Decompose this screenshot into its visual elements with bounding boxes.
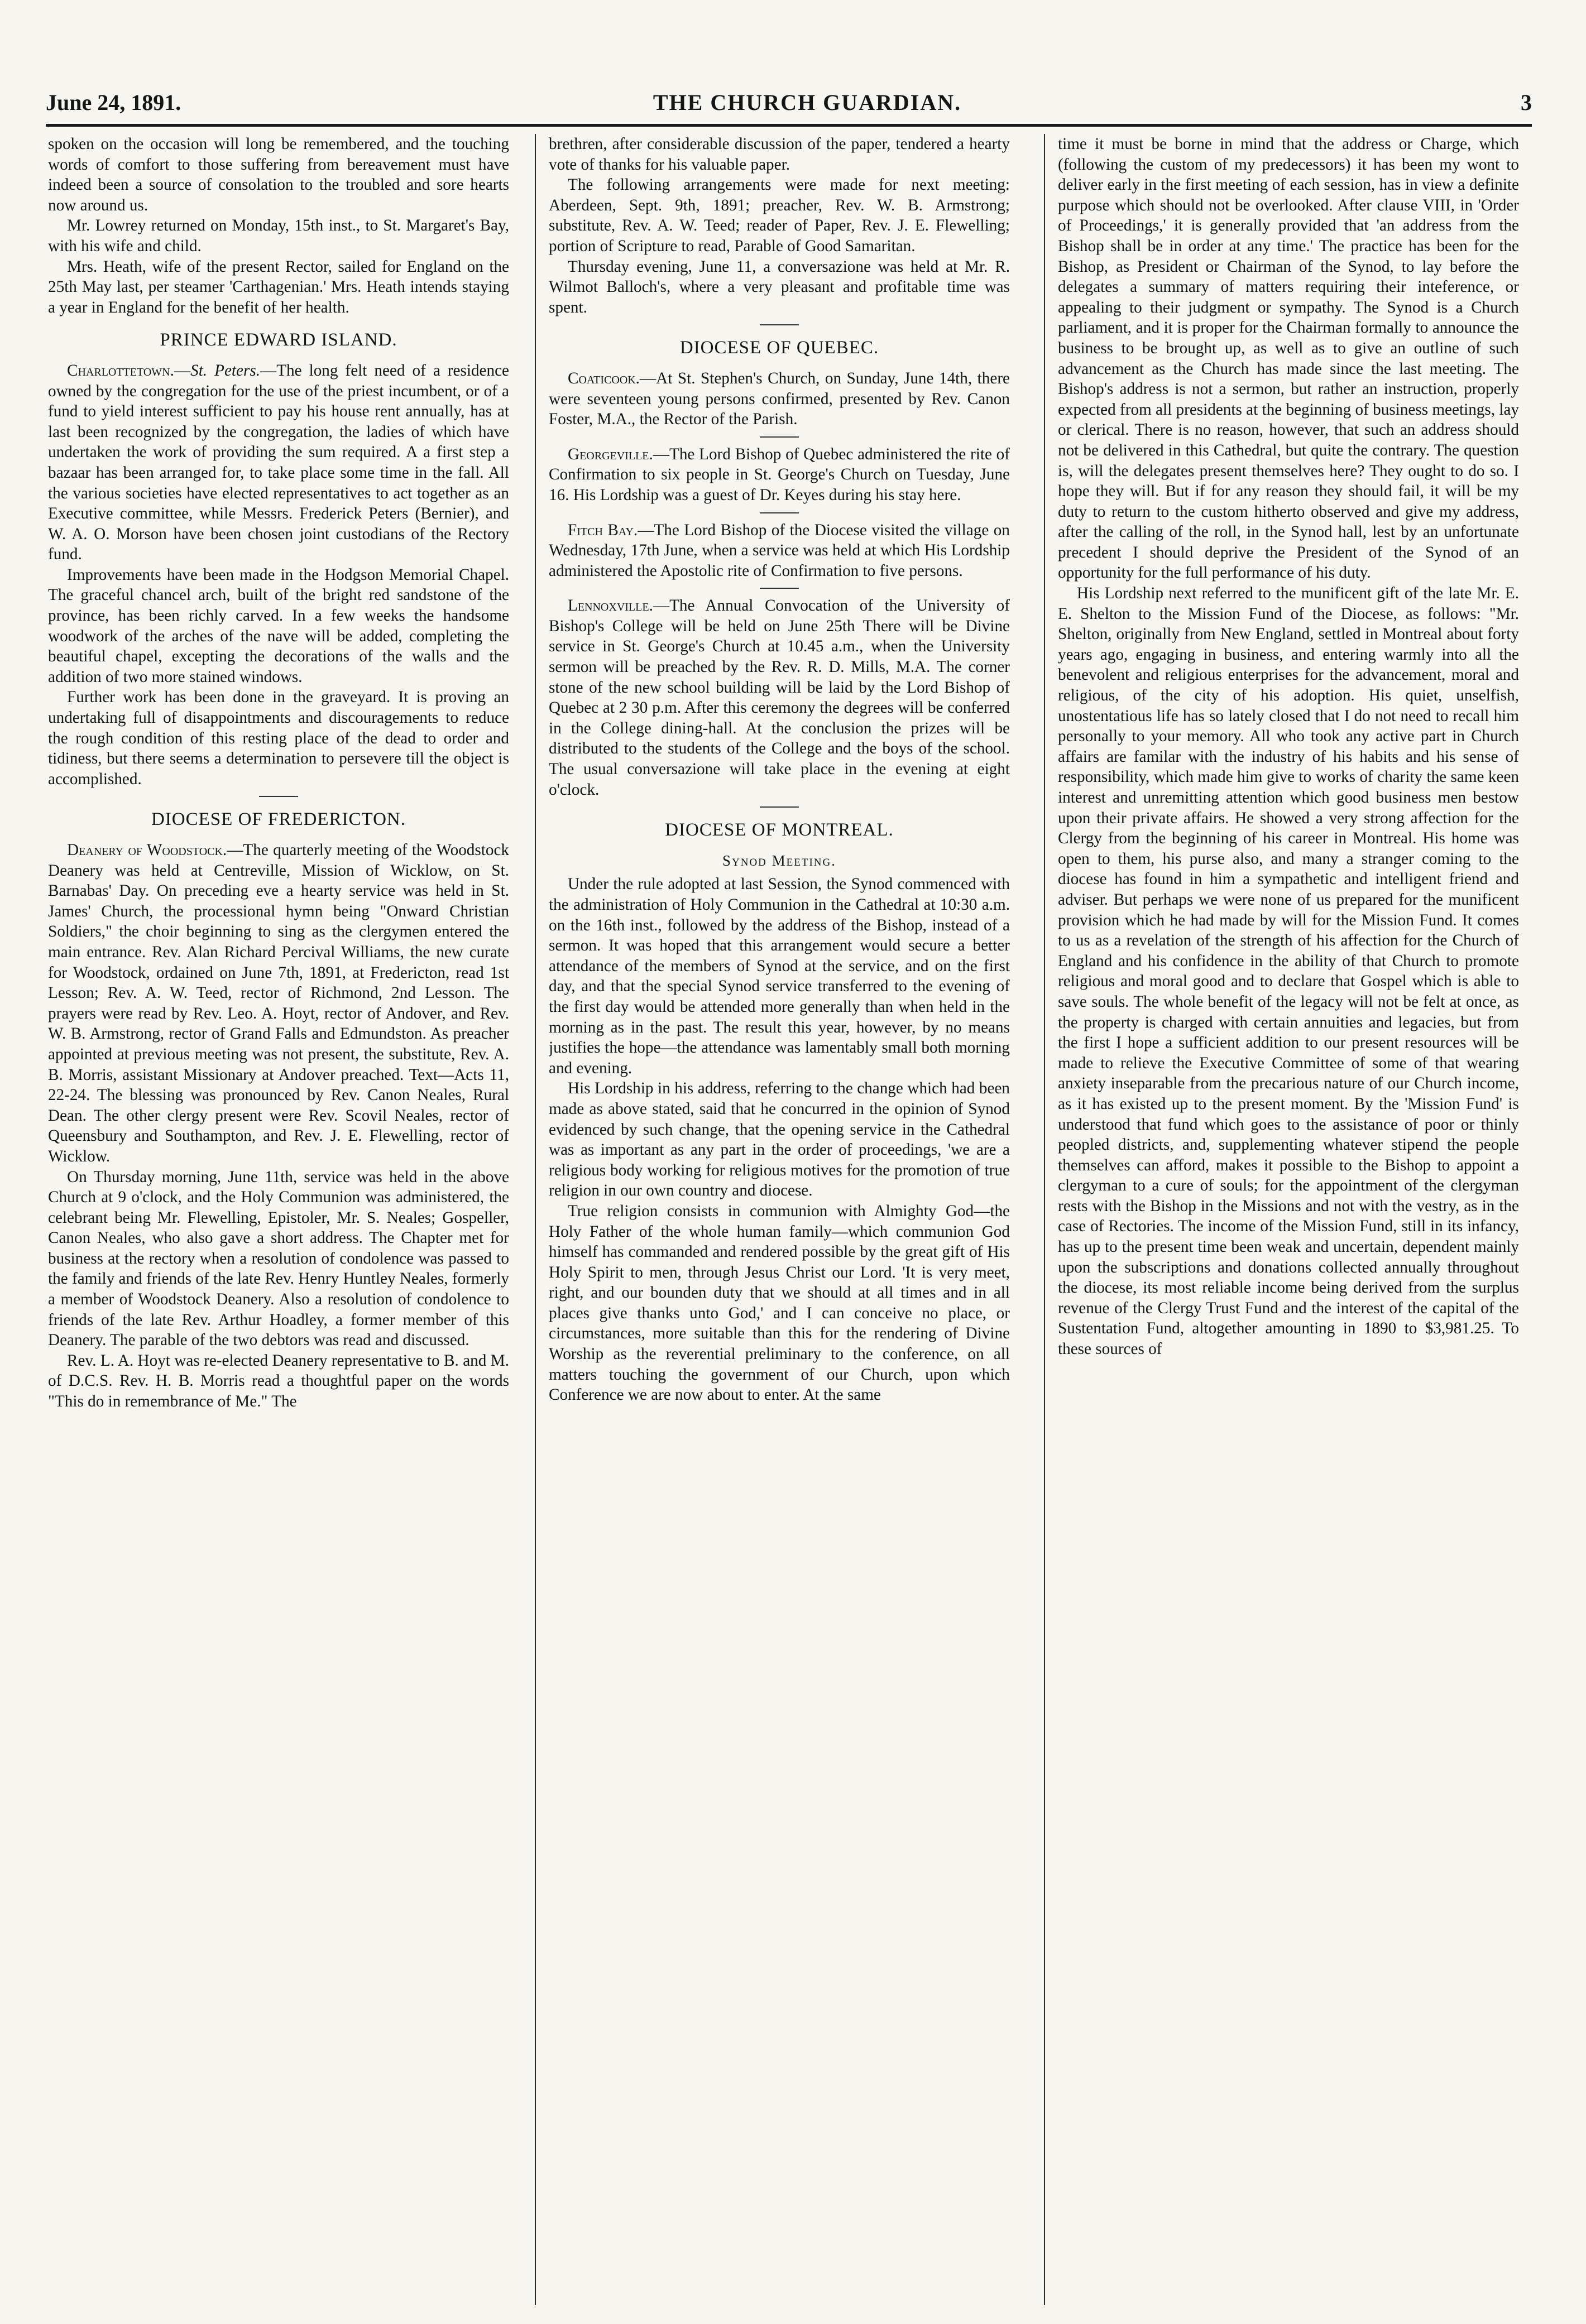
parish-lead: St. Peters.	[190, 361, 260, 380]
paragraph: spoken on the occasion will long be remembered, and the touching words of comfort to those suffering from bereavement must have indeed been a source of consolation to the troubled and sore hearts now around us.	[48, 135, 509, 214]
paragraph: Rev. L. A. Hoyt was re-elected Deanery representative to B. and M. of D.C.S. Rev. H. B. Morris read a thoughtful paper on the words "This do in remembrance of Me." The	[48, 1351, 509, 1411]
place-lead: Coaticook.	[568, 369, 640, 387]
page-number: 3	[1521, 90, 1532, 115]
paragraph: True religion consists in communion with Almighty God—the Holy Father of the whole human family—which communion God himself has commanded and rendered possible by the great gift of His Holy Spirit to men, through Jesus Christ our Lord. 'It is very meet, right, and our bounden duty that we should at all times and in all places give thanks unto God,' and I can conceive no place, or circumstances, more suitable than this for the rendering of Divine Worship as the reverential preliminary to the conference, on all matters touching the government of our Church, upon which Conference we are now about to enter. At the same	[549, 1202, 1010, 1404]
section-heading-pei: PRINCE EDWARD ISLAND.	[160, 330, 397, 350]
divider	[760, 436, 799, 438]
subheading-synod-meeting: Synod Meeting.	[722, 852, 836, 869]
paragraph: On Thursday morning, June 11th, service was held in the above Church at 9 o'clock, and the Holy Communion was administered, the celebrant being Mr. Flewelling, Epistoler, Mr. S. Neales; Gospeller, Canon Neales, who also gave a short address. The Chapter met for business at the rectory when a resolution of condolence was passed to the family and friends of the late Rev. Henry Huntley Neales, formerly a member of Woodstock Deanery. Also a resolution of condolence to friends of the late Rev. Arthur Hoadley, a former member of this Deanery. The parable of the two debtors was read and discussed.	[48, 1168, 509, 1350]
column-divider	[535, 134, 536, 2305]
divider	[760, 512, 799, 513]
paragraph-body: —At St. Stephen's Church, on Sunday, June 14th, there were seventeen young persons confirmed, presented by Rev. Canon Foster, M.A., the Rector of the Parish.	[549, 369, 1010, 429]
masthead-rule	[46, 124, 1532, 127]
paragraph: Further work has been done in the graveyard. It is proving an undertaking full of disappointments and discouragements to reduce the rough condition of this resting place of the dead to order and tidiness, but there seems a determination to persevere till the object is accomplished.	[48, 688, 509, 788]
paragraph: Mr. Lowrey returned on Monday, 15th inst., to St. Margaret's Bay, with his wife and child.	[48, 217, 509, 255]
paragraph-body: —The long felt need of a residence owned by the congregation for the use of the priest incumbent, or of a fund to yield interest sufficient to pay his house rent annually, has at last been recognized by the congregation, the ladies of which have undertaken the work of providing the sum required. A a first step a bazaar has been arranged for, to take place some time in the fall. All the various societies have elected representatives to act together as an Executive committee, while Messrs. Frederick Peters (Bernier), and W. A. O. Morson have been chosen joint custodians of the Rectory fund.	[48, 361, 509, 564]
paragraph	[549, 368, 1010, 430]
column-divider	[1044, 134, 1045, 2305]
paragraph	[549, 596, 1010, 800]
column-3	[1058, 134, 1519, 2305]
column-1	[48, 134, 509, 2305]
place-lead: Lennoxville.	[568, 597, 653, 615]
section-heading-fredericton: DIOCESE OF FREDERICTON.	[151, 809, 406, 830]
paragraph-body: —The Lord Bishop of the Diocese visited the village on Wednesday, 17th June, when a service was held at which His Lordship administered the Apostolic rite of Confirmation to five persons.	[549, 521, 1010, 580]
divider	[760, 806, 799, 808]
paragraph: time it must be borne in mind that the address or Charge, which (following the custom of my predecessors) it has been my wont to deliver early in the first meeting of each session, has in view a definite purpose which should not be overlooked. After clause VIII, in 'Order of Proceedings,' it is generally provided that 'an address from the Bishop shall be in order at any time.' The practice has been for the Bishop, as President or Chairman of the Synod, to lay before the delegates a summary of matters requiring their inteference, or appealing to their judgment or sympathy. The Synod is a Church parliament, and it is proper for the Chairman formally to announce the business to be brought up, as well as to give an outline of such advancement as the Church has made since the last meeting. The Bishop's address is not a sermon, but rather an instruction, properly expected from all presidents at the beginning of business meetings, lay or clerical. There is no reason, however, that such an address should not be delivered in this Cathedral, but quite the contrary. The question is, will the delegates present themselves here? They ought to do so. I hope they will. But if for any reason they should fail, it will be my duty to return to the custom hitherto observed and give my address, after the calling of the roll, in the Synod hall, lest by an unfortunate precedent I should deprive the President of the Synod of an opportunity for the full performance of his duty.	[1058, 135, 1519, 582]
paragraph	[48, 840, 509, 1167]
paragraph: Improvements have been made in the Hodgson Memorial Chapel. The graceful chancel arch, built of the bright red sandstone of the province, has been richly carved. In a few weeks the handsome woodwork of the arches of the nave will be added, completing the beautiful chapel, excepting the decorations of the walls and the addition of two more stained windows.	[48, 565, 509, 686]
place-lead: Georgeville.	[568, 445, 653, 463]
paragraph-body: —The Lord Bishop of Quebec administered the rite of Confirmation to six people in St. George's Church on Tuesday, June 16. His Lordship was a guest of Dr. Keyes during his stay here.	[549, 445, 1010, 504]
place-lead: Deanery of Woodstock.	[67, 841, 227, 859]
paragraph	[549, 520, 1010, 582]
issue-date: June 24, 1891.	[46, 90, 181, 115]
masthead	[46, 89, 1532, 128]
newspaper-title: THE CHURCH GUARDIAN.	[653, 90, 962, 115]
paragraph: Thursday evening, June 11, a conversazione was held at Mr. R. Wilmot Balloch's, where a very pleasant and profitable time was spent.	[549, 257, 1010, 316]
divider	[760, 588, 799, 589]
paragraph: His Lordship in his address, referring to the change which had been made as above stated, said that he concurred in the opinion of Synod evidenced by such change, that the opening service in the Cathedral was as important as any part in the order of proceedings, 'we are a religious body working for religious motives for the promotion of true religion in our own country and diocese.	[549, 1079, 1010, 1200]
paragraph	[549, 444, 1010, 506]
paragraph: The following arrangements were made for next meeting: Aberdeen, Sept. 9th, 1891; preacher, Rev. W. B. Armstrong; substitute, Rev. A. W. Teed; reader of Paper, Rev. J. E. Flewelling; portion of Scripture to read, Parable of Good Samaritan.	[549, 176, 1010, 255]
column-2	[549, 134, 1010, 2305]
paragraph: Under the rule adopted at last Session, the Synod commenced with the administration of Holy Communion in the Cathedral at 10:30 a.m. on the 16th inst., followed by the address of the Bishop, instead of a sermon. It was hoped that this arrangement would secure a better attendance of the members of Synod at the service, and on the first day, and that the special Synod service transferred to the evening of the first day would be attended more generally than when held in the morning as in the past. The result this year, however, by no means justifies the hope—the attendance was lamentably small both morning and evening.	[549, 875, 1010, 1077]
divider	[259, 796, 298, 797]
section-heading-montreal: DIOCESE OF MONTREAL.	[665, 820, 894, 841]
paragraph: Mrs. Heath, wife of the present Rector, sailed for England on the 25th May last, per steamer 'Carthagenian.' Mrs. Heath intends staying a year in England for the benefit of her health.	[48, 257, 509, 316]
section-heading-quebec: DIOCESE OF QUEBEC.	[679, 338, 879, 358]
paragraph	[48, 361, 509, 565]
paragraph: brethren, after considerable discussion of the paper, tendered a hearty vote of thanks for his valuable paper.	[549, 135, 1010, 174]
place-lead: Charlottetown.—	[67, 361, 191, 380]
paragraph-body: —The Annual Convocation of the University of Bishop's College will be held on June 25th There will be Divine service in St. George's Church at 10.45 a.m., when the University sermon will be preached by the Rev. R. D. Mills, M.A. The corner stone of the new school building will be laid by the Lord Bishop of Quebec at 2 30 p.m. After this ceremony the degrees will be conferred in the College dining-hall. At the conclusion the prizes will be distributed to the students of the College and the boys of the school. The usual conversazione will take place in the evening at eight o'clock.	[549, 597, 1010, 799]
divider	[760, 324, 799, 325]
place-lead: Fitch Bay.	[568, 521, 638, 539]
paragraph-body: —The quarterly meeting of the Woodstock Deanery was held at Centreville, Mission of Wicklow, on St. Barnabas' Day. On preceding eve a hearty service was held in St. James' Church, the processional hymn being "Onward Christian Soldiers," the choir beginning to sing as the clergymen entered the main entrance. Rev. Alan Richard Percival Williams, the new curate for Woodstock, ordained on June 7th, 1891, at Fredericton, read 1st Lesson; Rev. A. W. Teed, rector of Richmond, 2nd Lesson. The prayers were read by Rev. Leo. A. Hoyt, rector of Andover, and Rev. W. B. Armstrong, rector of Grand Falls and Edmundston. As preacher appointed at previous meeting was not present, the substitute, Rev. A. B. Morris, assistant Missionary at Andover preached. Text—Acts 11, 22-24. The blessing was pronounced by Rev. Canon Neales, Rural Dean. The other clergy present were Rev. Scovil Neales, rector of Queensbury and Southampton, and Rev. J. E. Flewelling, rector of Wicklow.	[48, 841, 509, 1165]
paragraph: His Lordship next referred to the munificent gift of the late Mr. E. E. Shelton to the Mission Fund of the Diocese, as follows: "Mr. Shelton, originally from New England, settled in Montreal about forty years ago, engaging in business, and entering warmly into all the benevolent and religious enterprises for the advancement, moral and religious, of the city of his adoption. His quiet, unselfish, unostentatious life has so lately closed that I do not need to recall him personally to your memory. All who took any active part in Church affairs are familar with the industry of his habits and his sense of responsibility, which made him give to works of charity the same keen interest and unremitting attention which good business men bestow upon their private affairs. He showed a very strong affection for the Clergy from the beginning of his career in Montreal. His home was open to them, his purse also, and many a stranger coming to the diocese has found in him a sympathetic and intelligent friend and adviser. But perhaps we were none of us prepared for the munificent provision which he had made by will for the Mission Fund. It comes to us as a revelation of the strength of his affection for the Church of England and his confidence in the ability of that Church to promote religious and moral good and to declare that Gospel which is able to save souls. The whole benefit of the legacy will not be felt at once, as the property is charged with certain annuities and legacies, but from the first I hope a sufficient addition to our present resources will be made to relieve the Executive Committee of some of that wearing anxiety inseparable from the precarious nature of our Church income, as it has existed up to the present moment. By the 'Mission Fund' is understood that fund which goes to the assistance of poor or thinly peopled districts, and, supplementing whatever stipend the people themselves can afford, makes it possible to the Bishop to appoint a clergyman to a cure of souls; for the appointment of the clergyman rests with the Bishop in the Missions and not with the vestry, as in the case of Rectories. The income of the Mission Fund, still in its infancy, has up to the present time been weak and uncertain, dependent mainly upon the subscriptions and donations collected annually throughout the diocese, its most reliable income being derived from the surplus revenue of the Clergy Trust Fund and the interest of the capital of the Sustentation Fund, altogether amounting in 1890 to $3,981.25. To these sources of	[1058, 584, 1519, 1358]
